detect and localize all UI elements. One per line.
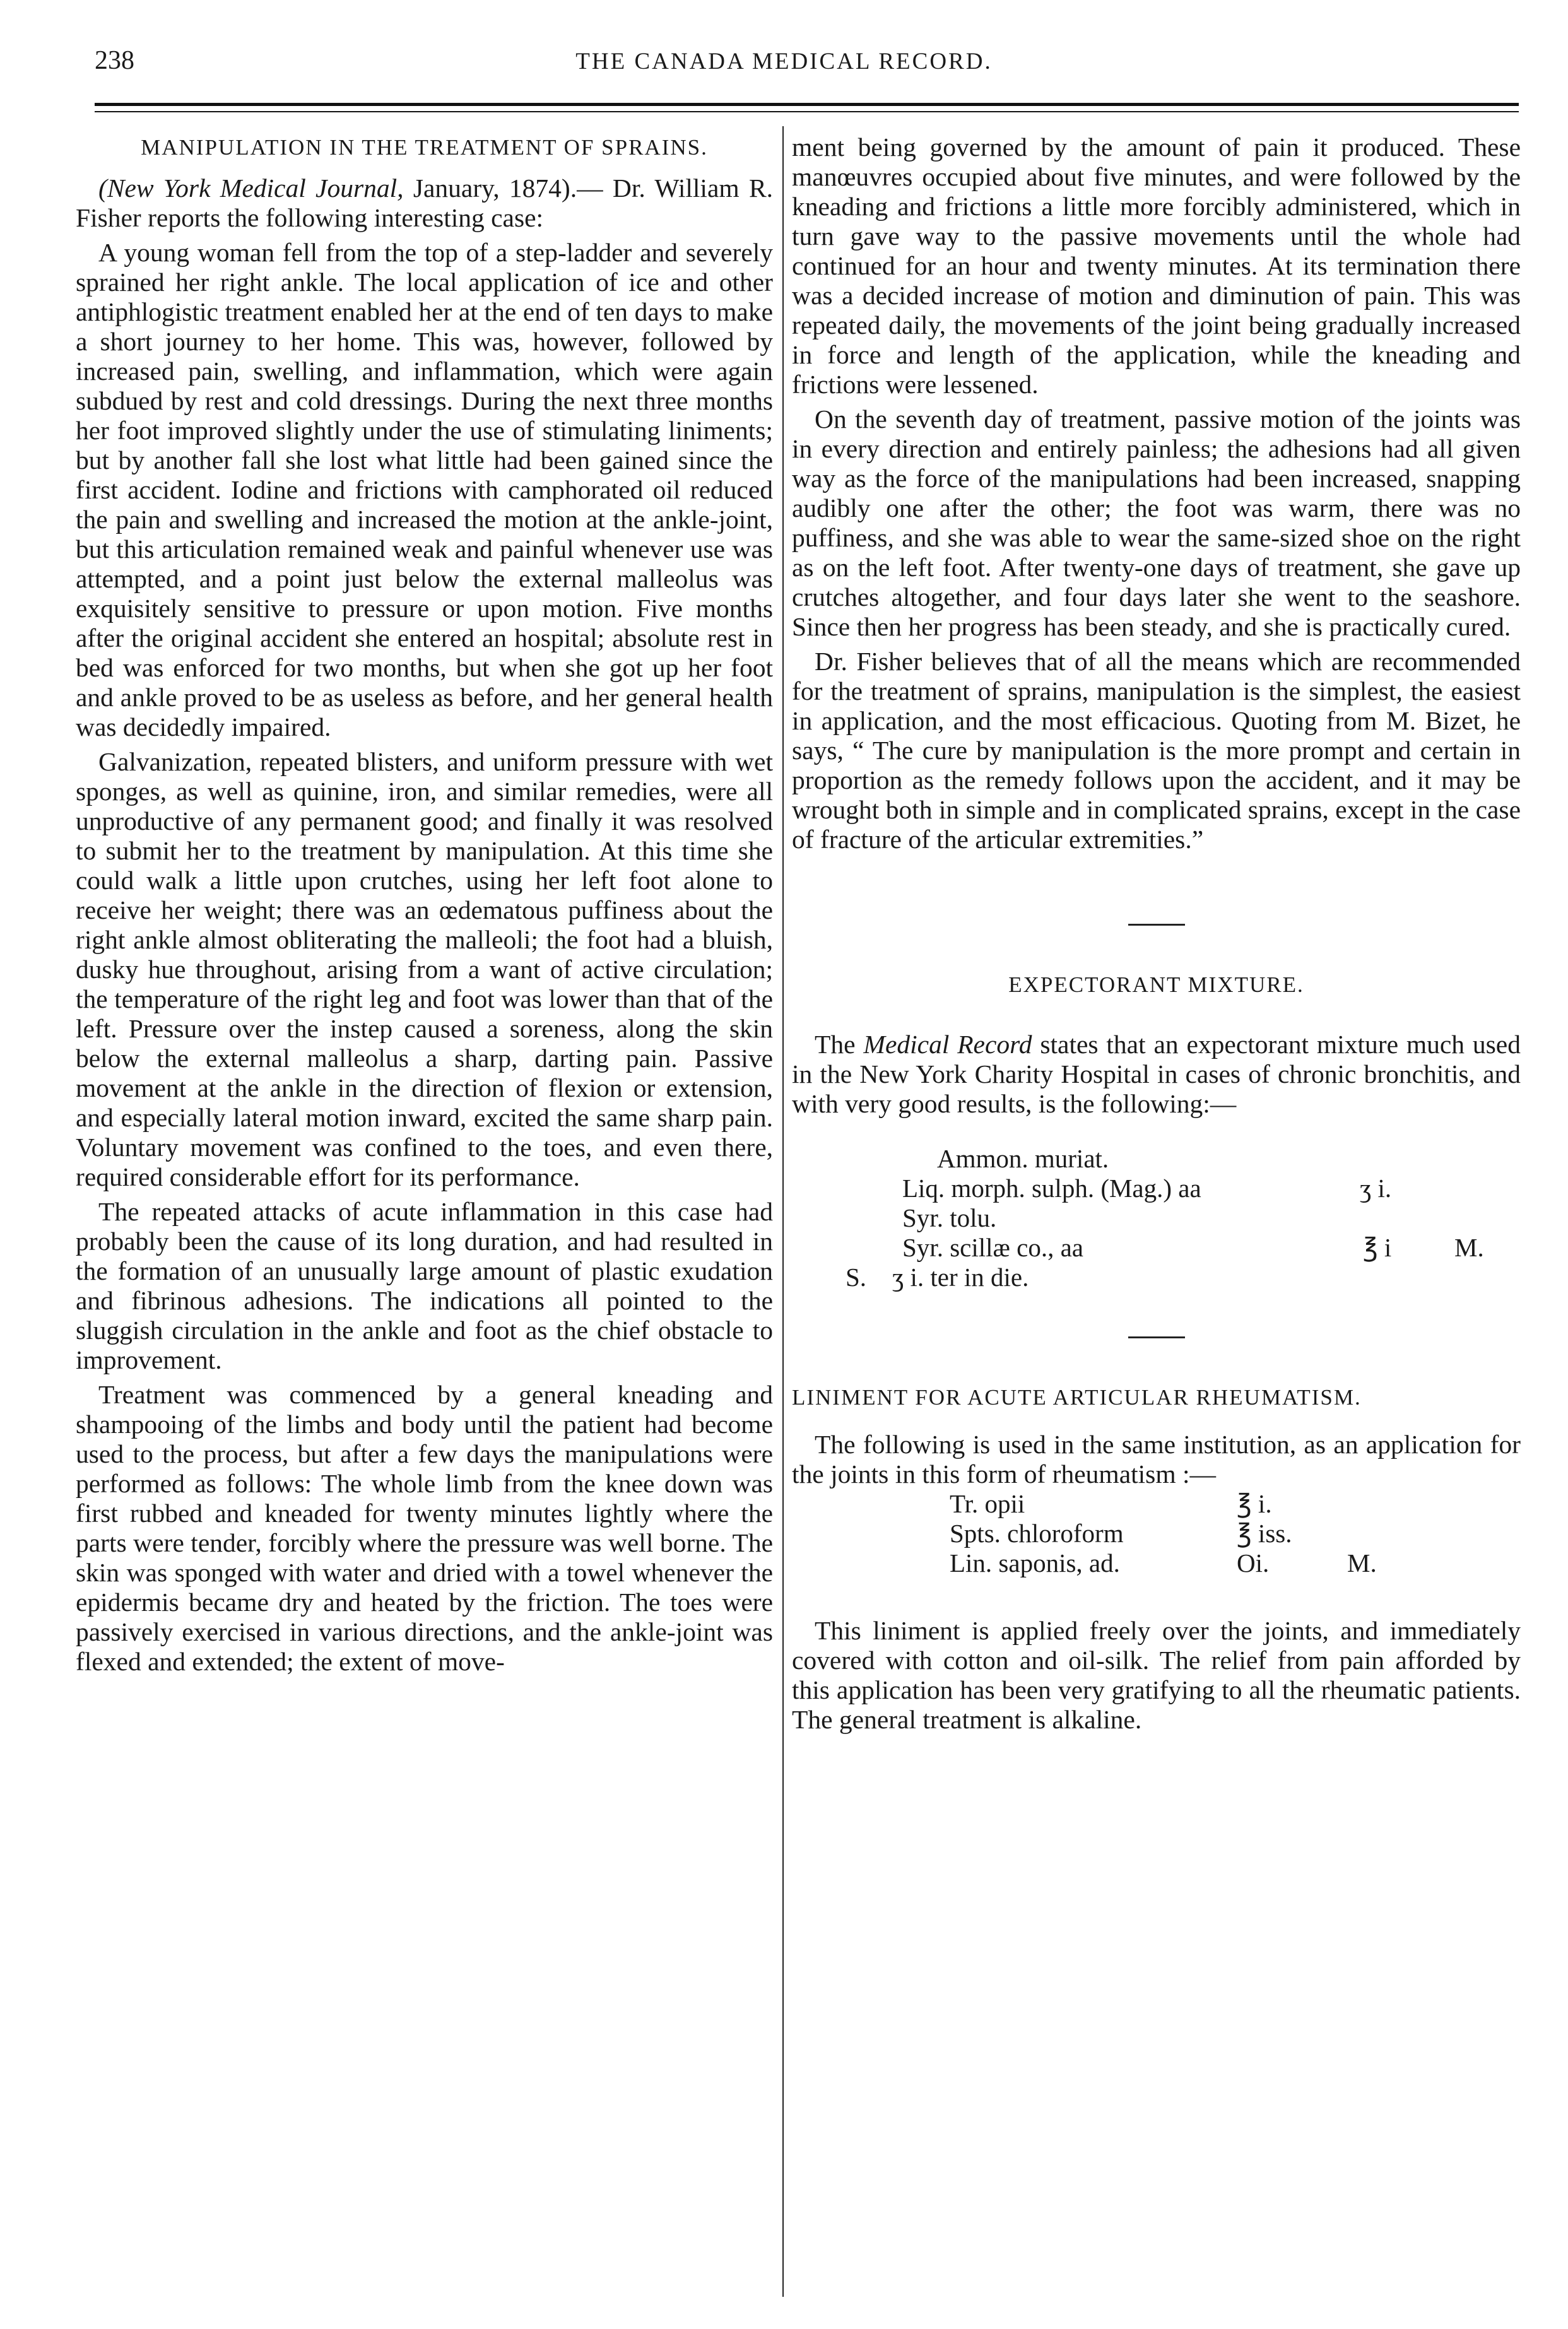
article-title-sprains: MANIPULATION IN THE TREATMENT OF SPRAINS.: [141, 135, 708, 160]
recipe-line: [792, 1203, 1521, 1233]
column-divider: [782, 126, 784, 2297]
header-rule-thick: [95, 103, 1519, 106]
header-rule-thin: [95, 111, 1519, 112]
recipe-line: [792, 1263, 1521, 1292]
text-fragment: states that an expectorant mixture much used in the New York Charity Hospital in cases of chronic bronchitis, and with very good results, is the following:—: [792, 1030, 1521, 1118]
source-date: January, 1874).—: [403, 174, 603, 203]
page-header: [95, 45, 1473, 90]
recipe-expectorant: [792, 1144, 1521, 1292]
journal-title: THE CANADA MEDICAL RECORD.: [575, 49, 993, 74]
dose: ℥ i: [1363, 1233, 1392, 1262]
dose: Oi.: [1237, 1548, 1270, 1577]
body-paragraph: Treatment was commenced by a general kneading and shampooing of the limbs and body until the patient had become used to the process, but after a few days the manipulations were performed as follows: The whole limb from the knee down was first rubbed and kneaded for twenty minutes lightly where the parts were tender, forcibly where the pressure was well borne. The skin was sponged with water and dried with a towel whenever the epidermis became dry and heated by the friction. The toes were passively exercised in various directions, and the ankle-joint was flexed and extended; the extent of move-: [76, 1380, 773, 1676]
signa-instruction: S. ʒ i. ter in die.: [846, 1263, 1029, 1292]
body-paragraph: The repeated attacks of acute inflammation in this case had probably been the cause of its long duration, and had resulted in the formation of an unusually large amount of plastic exudation and fibrinous adhesions. The indications all pointed to the sluggish circulation in the ankle and foot as the chief obstacle to improvement.: [76, 1197, 773, 1374]
article-source: [76, 174, 773, 233]
body-paragraph-continued: ment being governed by the amount of pain it produced. These manœuvres occupied about five minutes, and were followed by the kneading and frictions a little more forcibly administered, which in turn gave way to the passive movements until the whole had continued for an hour and twenty minutes. At its termination there was a decided increase of motion and diminution of pain. This was repeated daily, the movements of the joint being gradually increased in force and length of the application, while the kneading and frictions were lessened.: [792, 133, 1521, 399]
text-fragment: The: [815, 1030, 864, 1059]
recipe-line: [792, 1489, 1521, 1519]
ingredient: Tr. opii: [950, 1489, 1025, 1518]
ingredient: Ammon. muriat.: [937, 1144, 1109, 1173]
page-number: 238: [95, 46, 134, 75]
body-paragraph: Galvanization, repeated blisters, and uniform pressure with wet sponges, as well as quinine, iron, and similar remedies, were all unproductive of any permanent good; and finally it was resolved to submit her to the treatment by manipulation. At this time she could walk a little upon crutches, using her left foot alone to receive her weight; there was an œdematous puffiness about the right ankle almost obliterating the malleoli; the foot had a bluish, dusky hue throughout, arising from a want of active circulation; the temperature of the right leg and foot was lower than that of the left. Pressure over the instep caused a soreness, along the skin below the external malleolus a sharp, darting pain. Passive movement at the ankle in the direction of flexion or extension, and especially lateral motion inward, excited the same sharp pain. Voluntary movement was confined to the toes, and even there, required considerable effort for its performance.: [76, 747, 773, 1191]
source-journal: (New York Medical Journal,: [98, 174, 404, 203]
recipe-liniment: [792, 1489, 1521, 1578]
recipe-line: [792, 1174, 1521, 1203]
dose: ℥ i.: [1237, 1489, 1272, 1518]
recipe-line: [792, 1519, 1521, 1548]
body-paragraph: This liniment is applied freely over the joints, and immediately covered with cotton and oil-silk. The relief from pain afforded by this application has been very gratifying to all the rheumatic patients. The general treatment is alkaline.: [792, 1616, 1521, 1734]
dose: ʒ i.: [1360, 1174, 1392, 1203]
dose: ℥ iss.: [1237, 1519, 1292, 1548]
ingredient: Lin. saponis, ad.: [950, 1548, 1120, 1577]
ingredient: Liq. morph. sulph. (Mag.) aa: [902, 1174, 1201, 1203]
ingredient: Syr. scillæ co., aa: [902, 1233, 1083, 1262]
recipe-line: [792, 1144, 1521, 1174]
article-intro: Dr. William R. Fisher reports the following interesting case:: [76, 174, 774, 232]
body-paragraph: Dr. Fisher believes that of all the means which are recommended for the treatment of sprains, manipulation is the simplest, the easiest in application, and the most efficacious. Quoting from M. Bizet, he says, “ The cure by manipulation is the more prompt and certain in proportion as the remedy follows upon the accident, and it may be wrought both in simple and in complicated sprains, except in the case of fracture of the articular extremities.”: [792, 647, 1521, 854]
recipe-line: [792, 1233, 1521, 1263]
mix-mark: M.: [1454, 1233, 1484, 1262]
article-title-expectorant: EXPECTORANT MIXTURE.: [1008, 972, 1304, 997]
body-paragraph: On the seventh day of treatment, passive motion of the joints was in every direction and entirely painless; the adhesions had all given way as the force of the manipulations had been increased, snapping audibly one after the other; the foot was warm, there was no puffiness, and she was able to wear the same-sized shoe on the right as on the left foot. After twenty-one days of treatment, she gave up crutches altogether, and four days later she went to the seashore. Since then her progress has been steady, and she is practically cured.: [792, 404, 1521, 641]
body-paragraph: The following is used in the same institution, as an application for the joints in this form of rheumatism :—: [792, 1430, 1521, 1489]
left-column: [76, 133, 773, 1677]
article-title-liniment: LINIMENT FOR ACUTE ARTICULAR RHEUMATISM.: [792, 1385, 1362, 1410]
right-column: [792, 133, 1521, 1735]
body-paragraph: [792, 1030, 1521, 1119]
mix-mark: M.: [1347, 1548, 1377, 1577]
ingredient: Syr. tolu.: [902, 1203, 997, 1232]
journal-name: Medical Record: [863, 1030, 1032, 1059]
body-paragraph: A young woman fell from the top of a step-ladder and severely sprained her right ankle. The local application of ice and other antiphlogistic treatment enabled her at the end of ten days to make a short journey to her home. This was, however, followed by increased pain, swelling, and inflammation, which were again subdued by rest and cold dressings. During the next three months her foot improved slightly under the use of stimulating liniments; but by another fall she lost what little had been gained since the first accident. Iodine and frictions with camphorated oil reduced the pain and swelling and increased the motion at the ankle-joint, but this articulation remained weak and painful whenever use was attempted, and a point just below the external malleolus was exquisitely sensitive to pressure or upon motion. Five months after the original accident she entered an hospital; absolute rest in bed was enforced for two months, but when she got up her foot and ankle proved to be as useless as before, and her general health was decidedly impaired.: [76, 238, 773, 741]
recipe-line: [792, 1548, 1521, 1578]
ingredient: Spts. chloroform: [950, 1519, 1124, 1548]
